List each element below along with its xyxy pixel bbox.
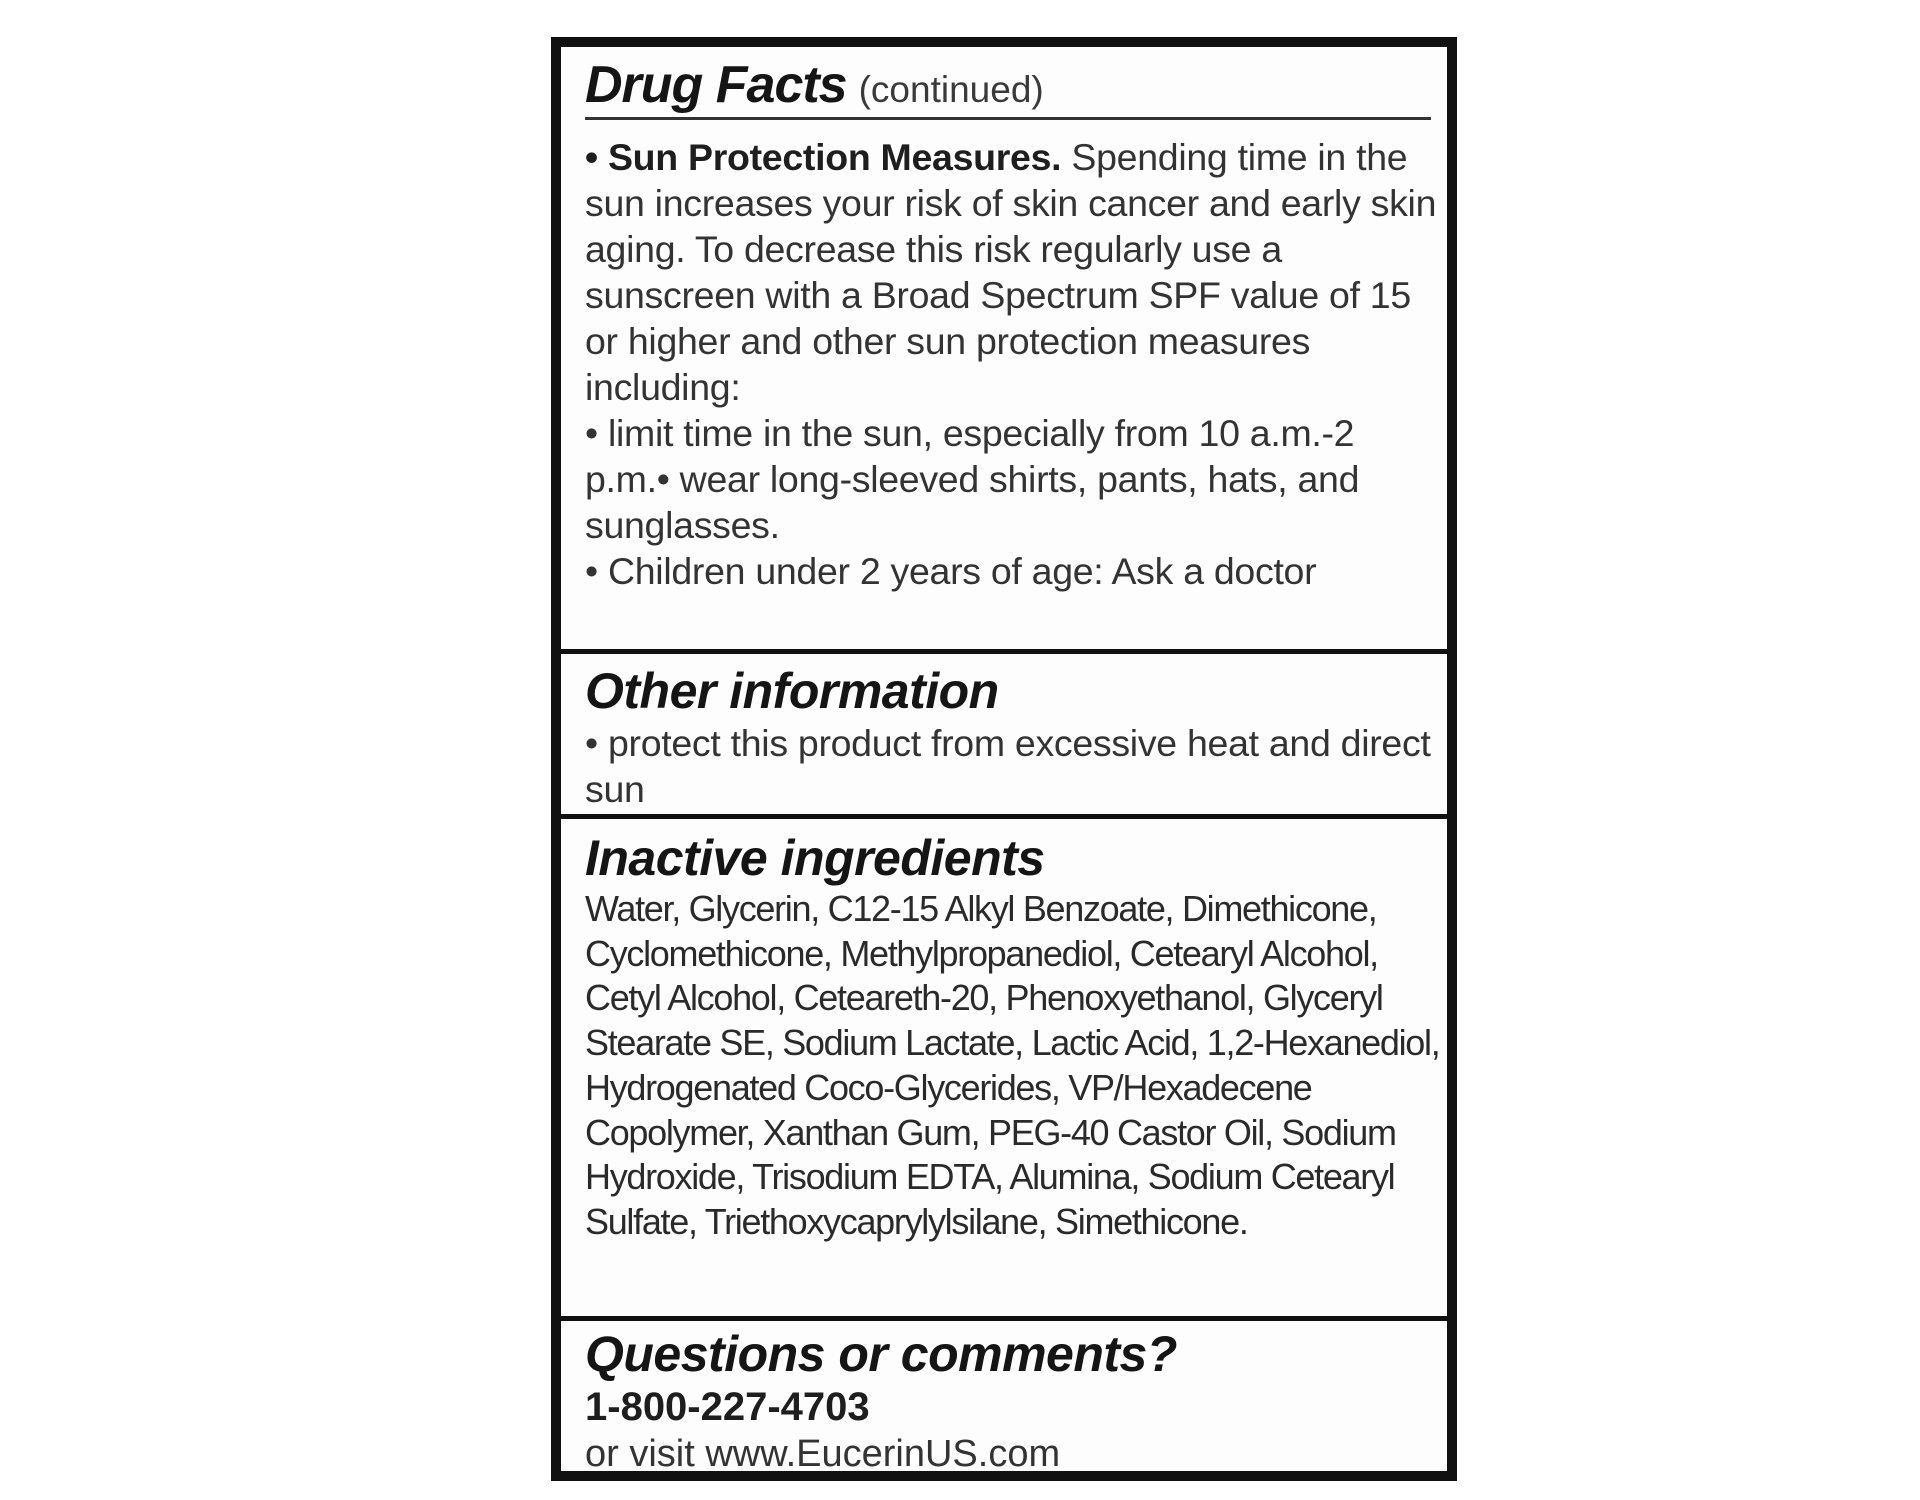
questions-section <box>561 1321 1447 1475</box>
website-visit: or visit www.EucerinUS.com <box>585 1433 1061 1475</box>
sun-protection-text: Spending time in the sun increases your risk of skin cancer and early skin aging. To decrease this risk regularly use a sunscreen with a Broad Spectrum SPF value of 15 or higher and other sun protection measures including: <box>585 136 1437 408</box>
bullet-children: • Children under 2 years of age: Ask a doctor <box>585 550 1317 592</box>
inactive-ingredients-heading: Inactive ingredients <box>585 830 1045 886</box>
bullet-limit-time: • limit time in the sun, especially from 10 a.m.-2 p.m. <box>585 412 1355 500</box>
drug-facts-label <box>551 37 1457 1481</box>
other-information-section <box>561 654 1447 814</box>
drug-facts-section <box>561 47 1447 654</box>
phone-number: 1-800-227-4703 <box>585 1385 870 1429</box>
sun-protection-block <box>585 134 1441 594</box>
other-information-text: • protect this product from excessive heat and direct sun <box>585 722 1431 810</box>
drug-facts-title: Drug Facts <box>585 56 847 114</box>
drug-facts-title-row <box>585 53 1431 120</box>
sun-protection-bullets <box>585 410 1441 548</box>
other-information-heading: Other information <box>585 663 999 719</box>
bullet-wear-clothing: • wear long-sleeved shirts, pants, hats, and sunglasses. <box>585 458 1360 546</box>
questions-heading: Questions or comments? <box>585 1326 1177 1382</box>
continued-note: (continued) <box>858 69 1044 110</box>
inactive-ingredients-section <box>561 819 1447 1316</box>
inactive-ingredients-list: Water, Glycerin, C12-15 Alkyl Benzoate, Dimethicone, Cyclomethicone, Methylpropanediol, Cetearyl Alcohol, Cetyl Alcohol, Ceteareth-20, Phenoxyethanol, Glyceryl Stearate SE, Sodium Lactate, Lactic Acid, 1,2-Hexanediol, Hydrogenated Coco-Glycerides, VP/Hexadecene Copolymer, Xanthan Gum, PEG-40 Castor Oil, Sodium Hydroxide, Trisodium EDTA, Alumina, Sodium Cetearyl Sulfate, Triethoxycaprylylsilane, Simethicone. <box>585 888 1440 1242</box>
sun-protection-lead: • Sun Protection Measures. <box>585 136 1062 178</box>
sun-protection-paragraph <box>585 134 1441 410</box>
